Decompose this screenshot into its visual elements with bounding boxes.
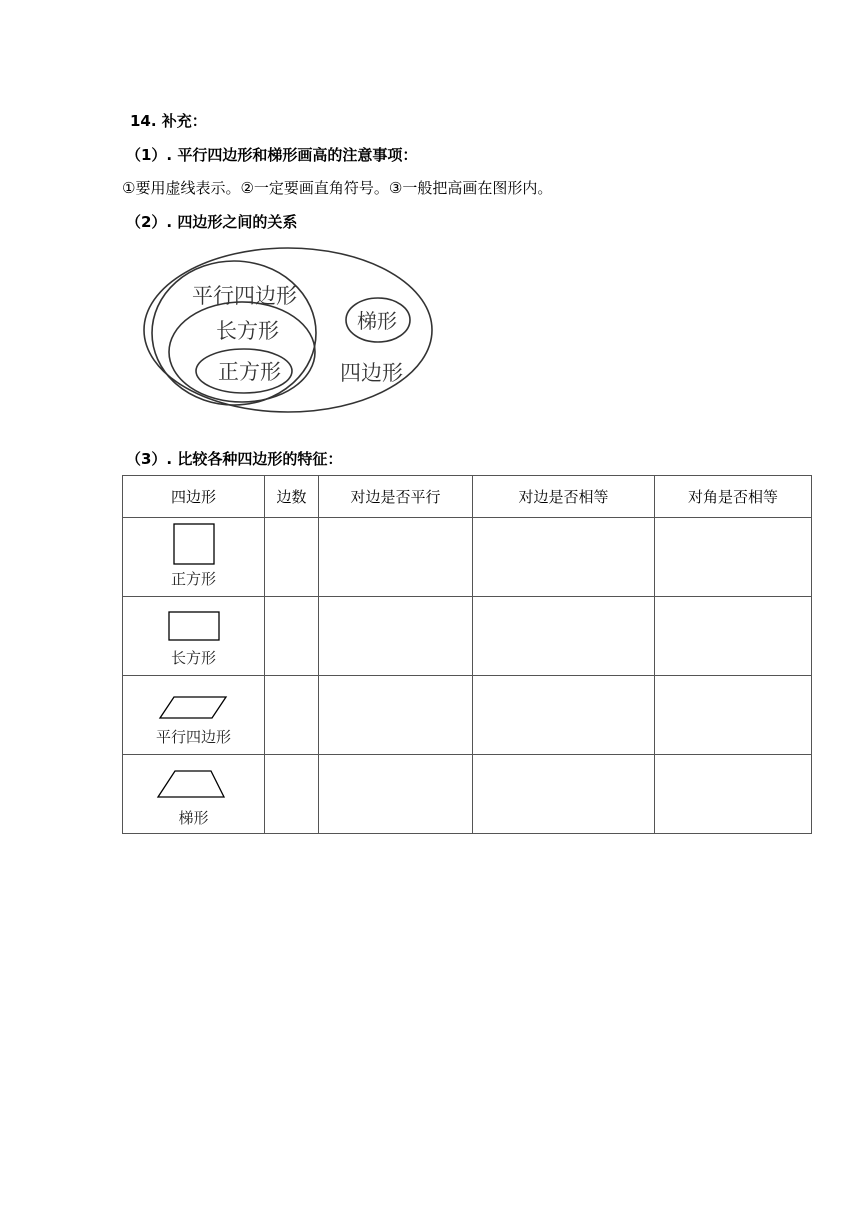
shape-label: 正方形	[170, 570, 216, 588]
quadrilateral-relation-diagram	[140, 245, 440, 425]
answer-cell-side-count[interactable]	[265, 597, 319, 676]
table-row-trapezoid	[123, 755, 812, 834]
answer-cell-sides-equal[interactable]	[473, 518, 655, 597]
answer-cell-angles-equal[interactable]	[655, 755, 812, 834]
section3-title: （3）. 比较各种四边形的特征：	[126, 450, 343, 468]
rectangle-set-ellipse	[169, 302, 315, 402]
venn-label-square: 正方形	[218, 360, 281, 384]
answer-cell-sides-equal[interactable]	[473, 676, 655, 755]
answer-cell-side-count[interactable]	[265, 676, 319, 755]
answer-cell-sides-parallel[interactable]	[319, 518, 473, 597]
venn-label-trapezoid: 梯形	[357, 309, 397, 333]
question-heading: 14. 补充：	[130, 112, 207, 130]
trapezoid-shape-icon	[154, 755, 234, 809]
venn-label-quadrilateral: 四边形	[340, 361, 403, 385]
header-quadrilateral: 四边形	[123, 476, 265, 518]
header-opposite-sides-equal: 对边是否相等	[473, 476, 655, 518]
shape-cell	[123, 597, 265, 676]
section1-title: （1）. 平行四边形和梯形画高的注意事项：	[126, 146, 418, 164]
answer-cell-side-count[interactable]	[265, 518, 319, 597]
shape-label: 平行四边形	[155, 728, 231, 746]
answer-cell-angles-equal[interactable]	[655, 676, 812, 755]
table-header-row	[123, 476, 812, 518]
answer-cell-sides-parallel[interactable]	[319, 755, 473, 834]
answer-cell-angles-equal[interactable]	[655, 518, 812, 597]
header-side-count: 边数	[265, 476, 319, 518]
venn-label-rectangle: 长方形	[216, 319, 279, 343]
shape-label: 长方形	[170, 649, 216, 667]
rectangle-shape-icon	[164, 597, 224, 649]
answer-cell-sides-equal[interactable]	[473, 597, 655, 676]
shape-cell	[123, 755, 265, 834]
table-row-square	[123, 518, 812, 597]
header-opposite-sides-parallel: 对边是否平行	[319, 476, 473, 518]
shape-label: 梯形	[178, 809, 209, 827]
shape-cell	[123, 518, 265, 597]
table-row-parallelogram	[123, 676, 812, 755]
venn-label-parallelogram: 平行四边形	[192, 284, 297, 308]
table-row-rectangle	[123, 597, 812, 676]
section1-notes: ①要用虚线表示。②一定要画直角符号。③一般把高画在图形内。	[122, 179, 553, 197]
header-opposite-angles-equal: 对角是否相等	[655, 476, 812, 518]
section2-title: （2）. 四边形之间的关系	[126, 213, 298, 231]
answer-cell-side-count[interactable]	[265, 755, 319, 834]
parallelogram-shape-icon	[154, 676, 234, 728]
feature-comparison-table	[122, 475, 812, 834]
square-shape-icon	[164, 518, 224, 570]
answer-cell-sides-parallel[interactable]	[319, 597, 473, 676]
answer-cell-angles-equal[interactable]	[655, 597, 812, 676]
shape-cell	[123, 676, 265, 755]
answer-cell-sides-parallel[interactable]	[319, 676, 473, 755]
answer-cell-sides-equal[interactable]	[473, 755, 655, 834]
